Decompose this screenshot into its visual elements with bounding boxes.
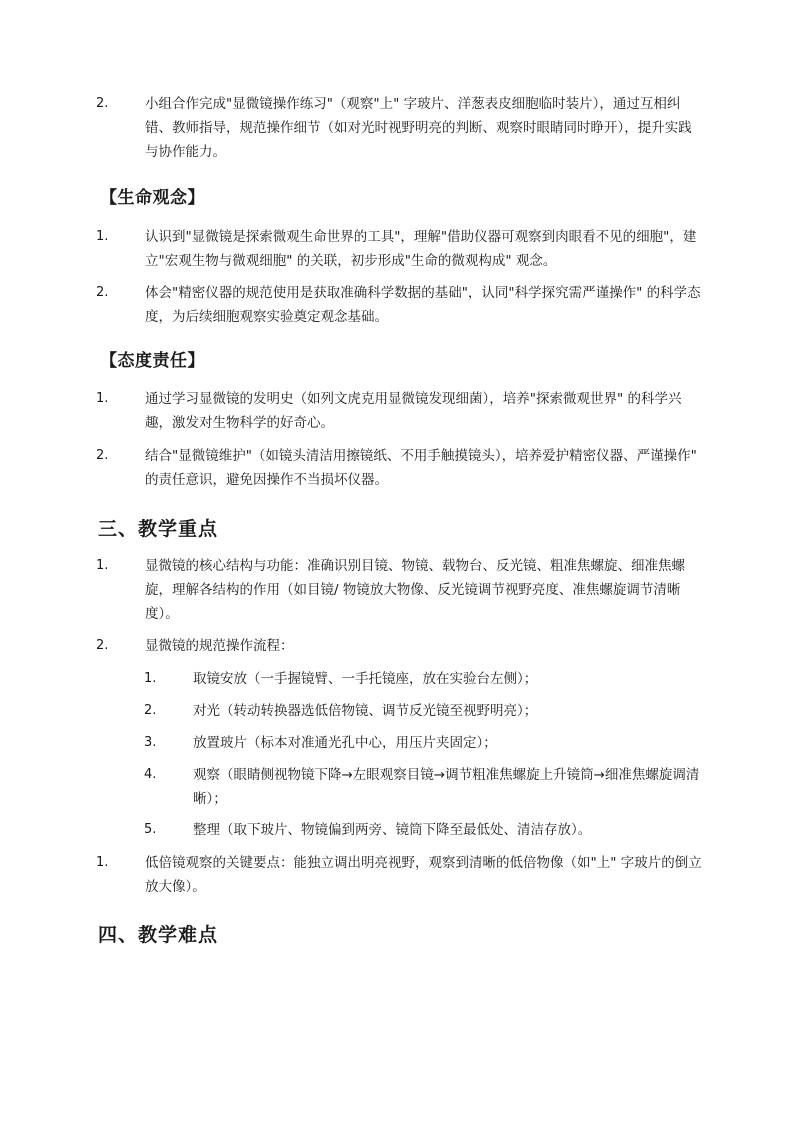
list-text: 取镜安放（一手握镜臂、一手托镜座，放在实验台左侧）；	[193, 671, 538, 687]
list-number: 5.	[144, 822, 157, 837]
list-text: 通过学习显微镜的发明史（如列文虎克用显微镜发现细菌），培养"探索微观世界" 的科学兴趣，激发对生物科学的好奇心。	[145, 391, 682, 431]
list-text: 低倍镜观察的关键要点：能独立调出明亮视野，观察到清晰的低倍物像（如"上" 字玻片的倒立放大像）。	[145, 855, 702, 895]
heading-life-concept: 【生命观念】	[100, 188, 205, 208]
heading-difficulties: 四、教学难点	[98, 924, 219, 946]
list-number: 2.	[96, 448, 109, 463]
list-text: 观察（眼睛侧视物镜下降→左眼观察目镜→调节粗准焦螺旋上升镜筒→细准焦螺旋调清晰）；	[193, 767, 700, 807]
list-number: 2.	[96, 285, 109, 300]
list-text: 认识到"显微镜是探索微观生命世界的工具"，理解"借助仪器可观察到肉眼看不见的细胞"，建立"宏观生物与微观细胞" 的关联，初步形成"生命的微观构成" 观念。	[145, 229, 697, 269]
list-number: 1.	[144, 671, 157, 686]
list-number: 1.	[96, 558, 109, 573]
list-number: 1.	[96, 229, 109, 244]
list-text: 整理（取下玻片、物镜偏到两旁、镜筒下降至最低处、清洁存放）。	[193, 822, 592, 838]
list-text: 结合"显微镜维护"（如镜头清洁用擦镜纸、不用手触摸镜头），培养爱护精密仪器、严谨操作" 的责任意识，避免因操作不当损坏仪器。	[145, 448, 697, 488]
list-number: 3.	[144, 735, 157, 750]
list-number: 1.	[96, 855, 109, 870]
heading-key-points: 三、教学重点	[98, 518, 219, 540]
list-text: 小组合作完成"显微镜操作练习"（观察"上" 字玻片、洋葱表皮细胞临时装片），通过互相纠错、教师指导，规范操作细节（如对光时视野明亮的判断、观察时眼睛同时睁开），提升实践与协作能力。	[145, 96, 692, 160]
list-number: 4.	[144, 767, 157, 782]
list-number: 2.	[96, 96, 109, 111]
list-number: 1.	[96, 391, 109, 406]
heading-attitude-responsibility: 【态度责任】	[100, 351, 205, 371]
list-text: 放置玻片（标本对准通光孔中心，用压片夹固定）；	[193, 735, 497, 751]
list-text: 显微镜的规范操作流程：	[145, 638, 294, 654]
list-text: 显微镜的核心结构与功能：准确识别目镜、物镜、载物台、反光镜、粗准焦螺旋、细准焦螺旋，理解各结构的作用（如目镜/ 物镜放大物像、反光镜调节视野亮度、准焦螺旋调节清晰度）。	[145, 558, 685, 622]
list-text: 体会"精密仪器的规范使用是获取准确科学数据的基础"，认同"科学探究需严谨操作" 的科学态度，为后续细胞观察实验奠定观念基础。	[145, 285, 701, 325]
list-number: 2.	[96, 638, 109, 653]
list-text: 对光（转动转换器选低倍物镜、调节反光镜至视野明亮）；	[193, 703, 538, 719]
list-number: 2.	[144, 703, 157, 718]
